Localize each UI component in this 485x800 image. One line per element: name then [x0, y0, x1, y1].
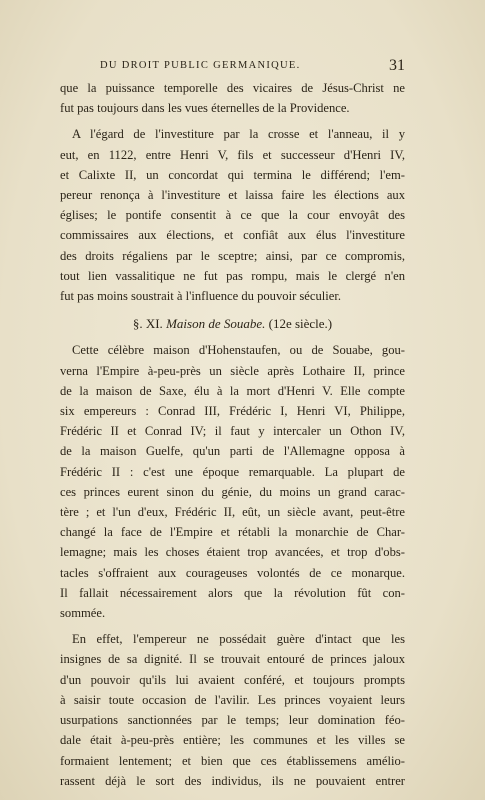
text-line: Frédéric II et Conrad IV; il faut y intercaler un Othon IV,: [60, 424, 405, 439]
text-line: à saisir toute occasion de l'avilir. Les princes voyaient leurs: [60, 692, 405, 707]
text-line: changé la face de l'Empire et rétabli la monarchie de Char-: [60, 525, 405, 540]
text-line: tère ; et l'un d'eux, Frédéric II, eût, un siècle avant, peut-être: [60, 505, 405, 520]
text-line: eut, en 1122, entre Henri V, fils et successeur d'Henri IV,: [60, 147, 405, 162]
section-heading: [60, 314, 405, 334]
text-line: Frédéric II : c'est une époque remarquable. La plupart de: [60, 464, 405, 479]
paragraph-investiture: [60, 124, 405, 306]
text-line: pereur renonça à l'investiture et laissa faire les élections aux: [60, 188, 405, 203]
section-century: (12e siècle.): [268, 316, 333, 332]
text-line: ces princes eurent sinon du génie, du moins un grand carac-: [60, 484, 405, 499]
text-line: tout lien vassalitique ne fut pas rompu, mais le clergé n'en: [60, 268, 405, 283]
text-line: de la maison Guelfe, qu'un parti de l'Allemagne opposa à: [60, 444, 405, 459]
page-header: [60, 57, 405, 78]
paragraph-souabe: [60, 340, 405, 623]
text-line: de la maison de Saxe, élu à la mort d'Henri V. Elle compte: [60, 383, 405, 398]
text-line: fut pas toujours dans les vues éternelles de la Providence.: [60, 101, 350, 116]
section-title: Maison de Souabe.: [166, 316, 266, 332]
text-line: lemagne; mais les choses étaient trop avancées, et trop d'obs-: [60, 545, 405, 560]
text-line: formaient lentement; et bien que ces établissemens amélio-: [60, 753, 405, 768]
text-line: usurpations sanctionnées par le temps; leur domination féo-: [60, 713, 405, 728]
running-title: DU DROIT PUBLIC GERMANIQUE.: [100, 60, 301, 71]
text-line: d'un pouvoir qu'ils lui avaient conféré, et toujours prompts: [60, 672, 405, 687]
text-line: Il fallait nécessairement alors que la révolution fût con-: [60, 585, 405, 600]
text-line: insignes de sa dignité. Il se trouvait entouré de princes jaloux: [60, 652, 405, 667]
text-line: que la puissance temporelle des vicaires de Jésus-Christ ne: [60, 81, 405, 95]
text-line: sommée.: [60, 606, 106, 621]
text-line: En effet, l'empereur ne possédait guère d'intact que les: [72, 632, 405, 647]
text-line: et Calixte II, un concordat qui termina le différend; l'em-: [60, 167, 405, 182]
page-body: [60, 78, 405, 791]
paragraph-en-effet: [60, 629, 405, 791]
text-line: églises; le pontife consentit à ce que la cour envoyât des: [60, 208, 405, 223]
section-number: §. XI.: [132, 316, 163, 332]
text-line: commissaires aux élections, et confiât aux élus l'investiture: [60, 228, 405, 243]
page-number: 31: [389, 57, 405, 74]
text-line: Cette célèbre maison d'Hohenstaufen, ou de Souabe, gou-: [72, 343, 405, 358]
text-line: rassent déjà le sort des individus, ils ne pouvaient entrer: [60, 773, 405, 788]
text-line: fut pas moins soustrait à l'influence du pouvoir séculier.: [60, 289, 342, 304]
text-line: verna l'Empire à-peu-près un siècle après Lothaire II, prince: [60, 363, 405, 378]
paragraph-continued: [60, 78, 405, 118]
text-line: tacles s'offraient aux courageuses volontés de ce monarque.: [60, 565, 405, 580]
text-line: dale était à-peu-près entière; les communes et les villes se: [60, 733, 405, 748]
text-line: des droits régaliens par le sceptre; ainsi, par ce compromis,: [60, 248, 405, 263]
text-line: six empereurs : Conrad III, Frédéric I, Henri VI, Philippe,: [60, 404, 405, 419]
text-line: A l'égard de l'investiture par la crosse et l'anneau, il y: [72, 127, 405, 142]
